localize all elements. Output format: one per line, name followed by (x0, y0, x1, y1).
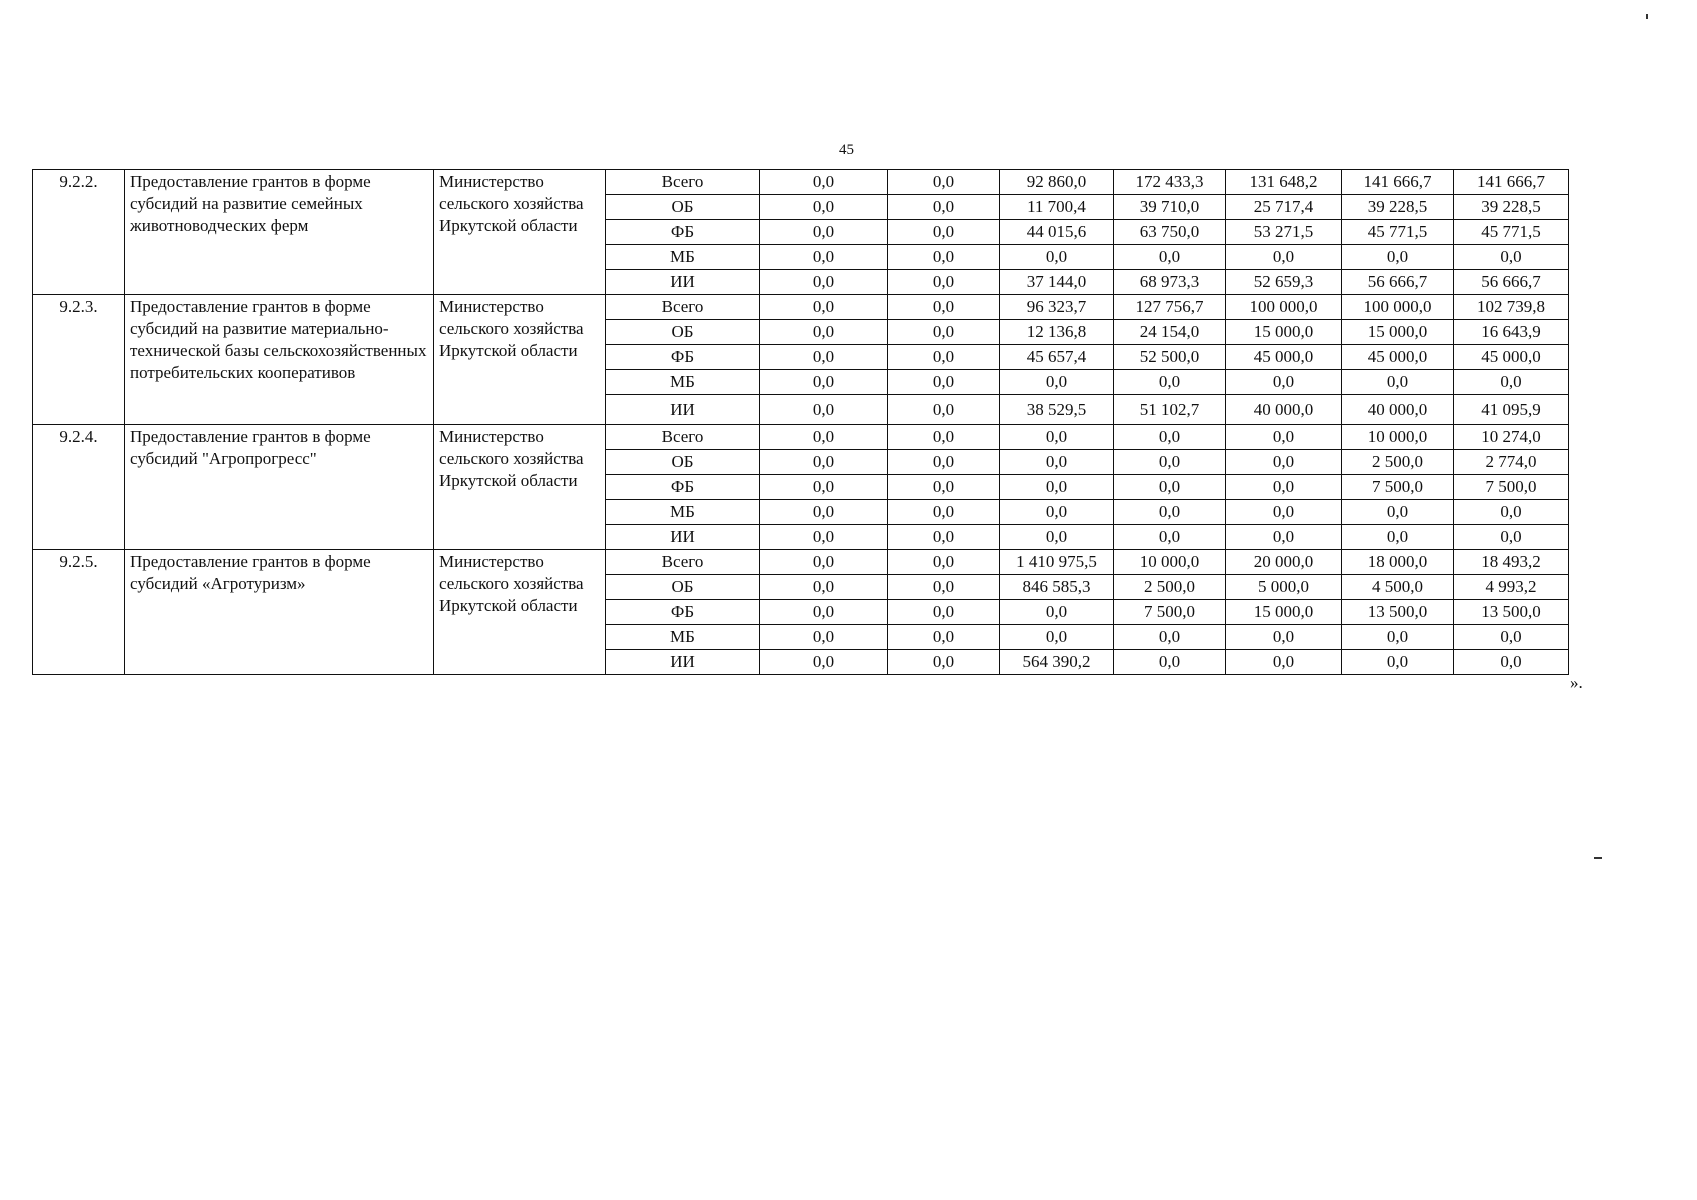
amount-cell: 0,0 (888, 625, 1000, 650)
amount-cell: 0,0 (1000, 525, 1114, 550)
funding-source: Всего (606, 425, 760, 450)
amount-cell: 56 666,7 (1454, 270, 1569, 295)
amount-cell: 11 700,4 (1000, 195, 1114, 220)
amount-cell: 92 860,0 (1000, 170, 1114, 195)
amount-cell: 0,0 (1454, 500, 1569, 525)
amount-cell: 0,0 (1342, 500, 1454, 525)
amount-cell: 102 739,8 (1454, 295, 1569, 320)
amount-cell: 0,0 (760, 525, 888, 550)
amount-cell: 0,0 (760, 575, 888, 600)
amount-cell: 1 410 975,5 (1000, 550, 1114, 575)
amount-cell: 0,0 (1114, 245, 1226, 270)
amount-cell: 0,0 (1226, 475, 1342, 500)
funding-source: Всего (606, 550, 760, 575)
amount-cell: 0,0 (760, 195, 888, 220)
amount-cell: 52 659,3 (1226, 270, 1342, 295)
amount-cell: 0,0 (1114, 650, 1226, 675)
amount-cell: 45 657,4 (1000, 345, 1114, 370)
amount-cell: 10 000,0 (1114, 550, 1226, 575)
item-description: Предоставление грантов в форме субсидий «Агротуризм» (125, 550, 434, 675)
amount-cell: 0,0 (888, 220, 1000, 245)
amount-cell: 18 000,0 (1342, 550, 1454, 575)
item-number: 9.2.2. (33, 170, 125, 295)
amount-cell: 0,0 (1000, 425, 1114, 450)
amount-cell: 0,0 (888, 650, 1000, 675)
amount-cell: 0,0 (1342, 650, 1454, 675)
amount-cell: 0,0 (1114, 525, 1226, 550)
amount-cell: 0,0 (888, 345, 1000, 370)
amount-cell: 96 323,7 (1000, 295, 1114, 320)
amount-cell: 0,0 (1454, 245, 1569, 270)
amount-cell: 0,0 (1114, 425, 1226, 450)
funding-source: Всего (606, 170, 760, 195)
amount-cell: 0,0 (760, 500, 888, 525)
responsible-body: Министерство сельского хозяйства Иркутской области (434, 295, 606, 425)
responsible-body: Министерство сельского хозяйства Иркутской области (434, 425, 606, 550)
amount-cell: 0,0 (1454, 625, 1569, 650)
amount-cell: 0,0 (1000, 370, 1114, 395)
funding-source: ФБ (606, 600, 760, 625)
amount-cell: 0,0 (1000, 625, 1114, 650)
amount-cell: 0,0 (888, 195, 1000, 220)
amount-cell: 4 500,0 (1342, 575, 1454, 600)
amount-cell: 2 500,0 (1114, 575, 1226, 600)
amount-cell: 56 666,7 (1342, 270, 1454, 295)
amount-cell: 0,0 (1114, 500, 1226, 525)
funding-source: ИИ (606, 650, 760, 675)
amount-cell: 0,0 (1226, 650, 1342, 675)
amount-cell: 44 015,6 (1000, 220, 1114, 245)
amount-cell: 0,0 (1000, 245, 1114, 270)
funding-source: ОБ (606, 575, 760, 600)
amount-cell: 51 102,7 (1114, 395, 1226, 425)
amount-cell: 0,0 (760, 345, 888, 370)
amount-cell: 0,0 (888, 395, 1000, 425)
amount-cell: 16 643,9 (1454, 320, 1569, 345)
amount-cell: 846 585,3 (1000, 575, 1114, 600)
amount-cell: 141 666,7 (1342, 170, 1454, 195)
funding-source: ИИ (606, 525, 760, 550)
amount-cell: 2 774,0 (1454, 450, 1569, 475)
amount-cell: 100 000,0 (1226, 295, 1342, 320)
table-row (33, 425, 1569, 450)
amount-cell: 0,0 (760, 475, 888, 500)
amount-cell: 0,0 (1226, 500, 1342, 525)
amount-cell: 45 000,0 (1226, 345, 1342, 370)
funding-source: ИИ (606, 270, 760, 295)
amount-cell: 0,0 (1226, 625, 1342, 650)
amount-cell: 100 000,0 (1342, 295, 1454, 320)
amount-cell: 39 228,5 (1342, 195, 1454, 220)
amount-cell: 15 000,0 (1226, 320, 1342, 345)
amount-cell: 0,0 (1000, 475, 1114, 500)
amount-cell: 0,0 (1114, 475, 1226, 500)
amount-cell: 0,0 (760, 395, 888, 425)
amount-cell: 0,0 (1114, 450, 1226, 475)
amount-cell: 0,0 (1226, 245, 1342, 270)
funding-table (32, 169, 1569, 675)
funding-source: ФБ (606, 345, 760, 370)
amount-cell: 0,0 (1000, 450, 1114, 475)
amount-cell: 0,0 (760, 550, 888, 575)
amount-cell: 0,0 (888, 450, 1000, 475)
page-number: 45 (839, 142, 854, 158)
scan-speck (1646, 14, 1648, 19)
funding-source: МБ (606, 245, 760, 270)
amount-cell: 0,0 (888, 475, 1000, 500)
amount-cell: 7 500,0 (1114, 600, 1226, 625)
amount-cell: 68 973,3 (1114, 270, 1226, 295)
amount-cell: 13 500,0 (1342, 600, 1454, 625)
funding-source: ФБ (606, 220, 760, 245)
amount-cell: 45 000,0 (1454, 345, 1569, 370)
item-description: Предоставление грантов в форме субсидий на развитие материально-технической базы сельскохозяйственных потребительских кооперативов (125, 295, 434, 425)
amount-cell: 0,0 (1226, 525, 1342, 550)
amount-cell: 0,0 (760, 650, 888, 675)
amount-cell: 0,0 (1342, 245, 1454, 270)
amount-cell: 0,0 (888, 295, 1000, 320)
amount-cell: 0,0 (888, 525, 1000, 550)
amount-cell: 0,0 (1226, 425, 1342, 450)
amount-cell: 38 529,5 (1000, 395, 1114, 425)
amount-cell: 0,0 (888, 245, 1000, 270)
amount-cell: 0,0 (888, 425, 1000, 450)
funding-source: МБ (606, 370, 760, 395)
amount-cell: 0,0 (1454, 525, 1569, 550)
amount-cell: 0,0 (888, 370, 1000, 395)
funding-source: ОБ (606, 320, 760, 345)
item-description: Предоставление грантов в форме субсидий на развитие семейных животноводческих ферм (125, 170, 434, 295)
amount-cell: 7 500,0 (1342, 475, 1454, 500)
amount-cell: 0,0 (760, 245, 888, 270)
amount-cell: 0,0 (760, 370, 888, 395)
amount-cell: 0,0 (1000, 600, 1114, 625)
amount-cell: 63 750,0 (1114, 220, 1226, 245)
amount-cell: 0,0 (760, 170, 888, 195)
amount-cell: 2 500,0 (1342, 450, 1454, 475)
amount-cell: 0,0 (760, 220, 888, 245)
table-row (33, 170, 1569, 195)
amount-cell: 45 000,0 (1342, 345, 1454, 370)
amount-cell: 0,0 (1226, 370, 1342, 395)
amount-cell: 0,0 (760, 450, 888, 475)
amount-cell: 0,0 (760, 270, 888, 295)
amount-cell: 7 500,0 (1454, 475, 1569, 500)
responsible-body: Министерство сельского хозяйства Иркутской области (434, 170, 606, 295)
funding-source: МБ (606, 500, 760, 525)
amount-cell: 0,0 (760, 295, 888, 320)
table-row (33, 295, 1569, 320)
amount-cell: 40 000,0 (1226, 395, 1342, 425)
amount-cell: 0,0 (888, 575, 1000, 600)
amount-cell: 0,0 (1114, 625, 1226, 650)
closing-quote: ». (1570, 673, 1583, 692)
amount-cell: 131 648,2 (1226, 170, 1342, 195)
amount-cell: 0,0 (888, 320, 1000, 345)
amount-cell: 0,0 (888, 600, 1000, 625)
item-number: 9.2.4. (33, 425, 125, 550)
amount-cell: 52 500,0 (1114, 345, 1226, 370)
amount-cell: 0,0 (888, 550, 1000, 575)
amount-cell: 18 493,2 (1454, 550, 1569, 575)
scan-speck (1594, 857, 1602, 859)
amount-cell: 0,0 (888, 170, 1000, 195)
amount-cell: 5 000,0 (1226, 575, 1342, 600)
amount-cell: 39 710,0 (1114, 195, 1226, 220)
amount-cell: 141 666,7 (1454, 170, 1569, 195)
amount-cell: 13 500,0 (1454, 600, 1569, 625)
amount-cell: 10 000,0 (1342, 425, 1454, 450)
responsible-body: Министерство сельского хозяйства Иркутской области (434, 550, 606, 675)
amount-cell: 0,0 (760, 320, 888, 345)
amount-cell: 0,0 (760, 425, 888, 450)
amount-cell: 0,0 (1342, 525, 1454, 550)
funding-source: ФБ (606, 475, 760, 500)
amount-cell: 0,0 (1000, 500, 1114, 525)
amount-cell: 0,0 (888, 270, 1000, 295)
amount-cell: 12 136,8 (1000, 320, 1114, 345)
amount-cell: 53 271,5 (1226, 220, 1342, 245)
amount-cell: 564 390,2 (1000, 650, 1114, 675)
item-description: Предоставление грантов в форме субсидий "Агропрогресс" (125, 425, 434, 550)
item-number: 9.2.5. (33, 550, 125, 675)
amount-cell: 0,0 (1454, 650, 1569, 675)
amount-cell: 0,0 (1342, 625, 1454, 650)
amount-cell: 45 771,5 (1342, 220, 1454, 245)
amount-cell: 25 717,4 (1226, 195, 1342, 220)
amount-cell: 0,0 (1342, 370, 1454, 395)
amount-cell: 45 771,5 (1454, 220, 1569, 245)
amount-cell: 0,0 (760, 600, 888, 625)
amount-cell: 172 433,3 (1114, 170, 1226, 195)
amount-cell: 20 000,0 (1226, 550, 1342, 575)
amount-cell: 41 095,9 (1454, 395, 1569, 425)
funding-source: МБ (606, 625, 760, 650)
amount-cell: 127 756,7 (1114, 295, 1226, 320)
amount-cell: 24 154,0 (1114, 320, 1226, 345)
table-row (33, 550, 1569, 575)
amount-cell: 0,0 (760, 625, 888, 650)
funding-source: ОБ (606, 450, 760, 475)
funding-source: ИИ (606, 395, 760, 425)
amount-cell: 0,0 (1226, 450, 1342, 475)
amount-cell: 40 000,0 (1342, 395, 1454, 425)
funding-source: ОБ (606, 195, 760, 220)
amount-cell: 4 993,2 (1454, 575, 1569, 600)
amount-cell: 0,0 (1114, 370, 1226, 395)
amount-cell: 15 000,0 (1342, 320, 1454, 345)
funding-source: Всего (606, 295, 760, 320)
amount-cell: 0,0 (888, 500, 1000, 525)
amount-cell: 10 274,0 (1454, 425, 1569, 450)
table-body (33, 170, 1569, 675)
amount-cell: 37 144,0 (1000, 270, 1114, 295)
amount-cell: 0,0 (1454, 370, 1569, 395)
item-number: 9.2.3. (33, 295, 125, 425)
amount-cell: 15 000,0 (1226, 600, 1342, 625)
amount-cell: 39 228,5 (1454, 195, 1569, 220)
